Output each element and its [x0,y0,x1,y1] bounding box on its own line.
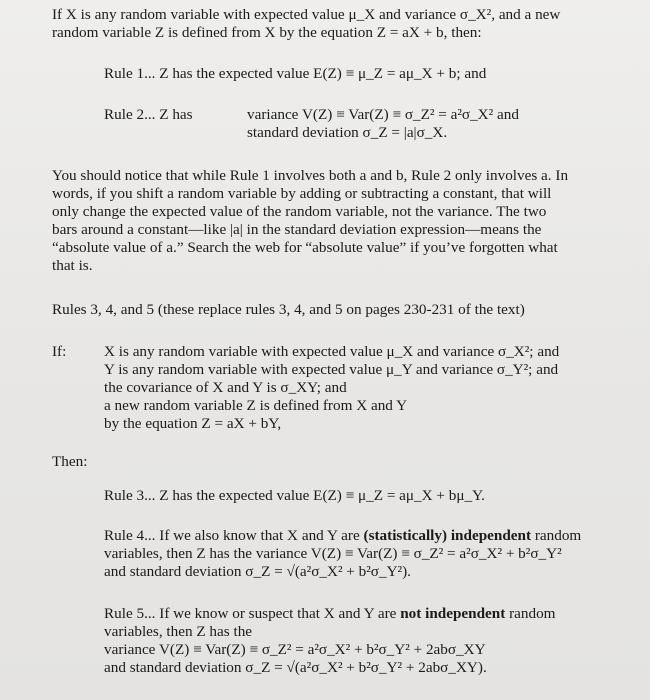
if-label-text: If: [52,343,67,360]
if-line: Y is any random variable with expected value μ_Y and variance σ_Y²; and [104,361,559,378]
intro-paragraph [52,6,560,42]
if-line: a new random variable Z is defined from X and Y [104,397,408,414]
rule-3 [104,487,485,505]
if-line: by the equation Z = aX + bY, [104,415,282,432]
note-line: that is. [52,257,93,274]
if-conditions [104,343,559,433]
if-line: the covariance of X and Y is σ_XY; and [104,379,347,396]
rule-2-label [104,106,193,124]
rule-4-line-3: and standard deviation σ_Z = √(a²σ_X² + b²σ_Y²). [104,563,411,580]
rule-5-line-1 [104,605,556,623]
rule-2-body [247,106,519,142]
note-line: only change the expected value of the random variable, not the variance. The two [52,203,547,220]
if-line: X is any random variable with expected value μ_X and variance σ_X²; and [104,343,560,360]
note-line: You should notice that while Rule 1 involves both a and b, Rule 2 only involves a. In [52,167,569,184]
rule-1-text: Rule 1... Z has the expected value E(Z) ≡ μ_Z = aμ_X + b; and [104,65,487,82]
rule-2-label-text: Rule 2... Z has [104,106,193,123]
intro-line-2: random variable Z is defined from X by the equation Z = aX + b, then: [52,24,482,41]
rule-4-line-1 [104,527,581,545]
rule-4-line-2: variables, then Z has the variance V(Z) ≡ Var(Z) ≡ σ_Z² = a²σ_X² + b²σ_Y² [104,545,562,562]
note-line: “absolute value of a.” Search the web for “absolute value” if you’ve forgotten what [52,239,558,256]
rule-1 [104,65,486,83]
rule-3-text: Rule 3... Z has the expected value E(Z) ≡ μ_Z = aμ_X + bμ_Y. [104,487,485,504]
rules-345-heading-text: Rules 3, 4, and 5 (these replace rules 3, 4, and 5 on pages 230-231 of the text) [52,301,525,318]
if-label [52,343,66,361]
rule-2-line-1: variance V(Z) ≡ Var(Z) ≡ σ_Z² = a²σ_X² and [247,106,519,123]
rule-5-line-4: and standard deviation σ_Z = √(a²σ_X² + b²σ_Y² + 2abσ_XY). [104,659,487,676]
note-line: bars around a constant—like |a| in the standard deviation expression—means the [52,221,542,238]
then-label-text: Then: [52,453,88,470]
rule-5-bold: not independent [400,605,506,622]
rule-2-line-2: standard deviation σ_Z = |a|σ_X. [247,124,448,141]
rule-4-post: random [531,527,582,544]
rule-5-line-3: variance V(Z) ≡ Var(Z) ≡ σ_Z² = a²σ_X² + b²σ_Y² + 2abσ_XY [104,641,486,658]
rule-5-post: random [505,605,556,622]
rule-4-pre: Rule 4... If we also know that X and Y are [104,527,364,544]
rule-5-pre: Rule 5... If we know or suspect that X and Y are [104,605,401,622]
note-paragraph [52,167,568,275]
rule-4 [104,527,581,581]
rules-345-heading [52,301,525,319]
rule-4-bold: (statistically) independent [363,527,532,544]
then-label [52,453,87,471]
intro-line-1: If X is any random variable with expected value μ_X and variance σ_X², and a new [52,6,561,23]
note-line: words, if you shift a random variable by adding or subtracting a constant, that will [52,185,552,202]
rule-5-line-2: variables, then Z has the [104,623,253,640]
rule-5 [104,605,556,677]
